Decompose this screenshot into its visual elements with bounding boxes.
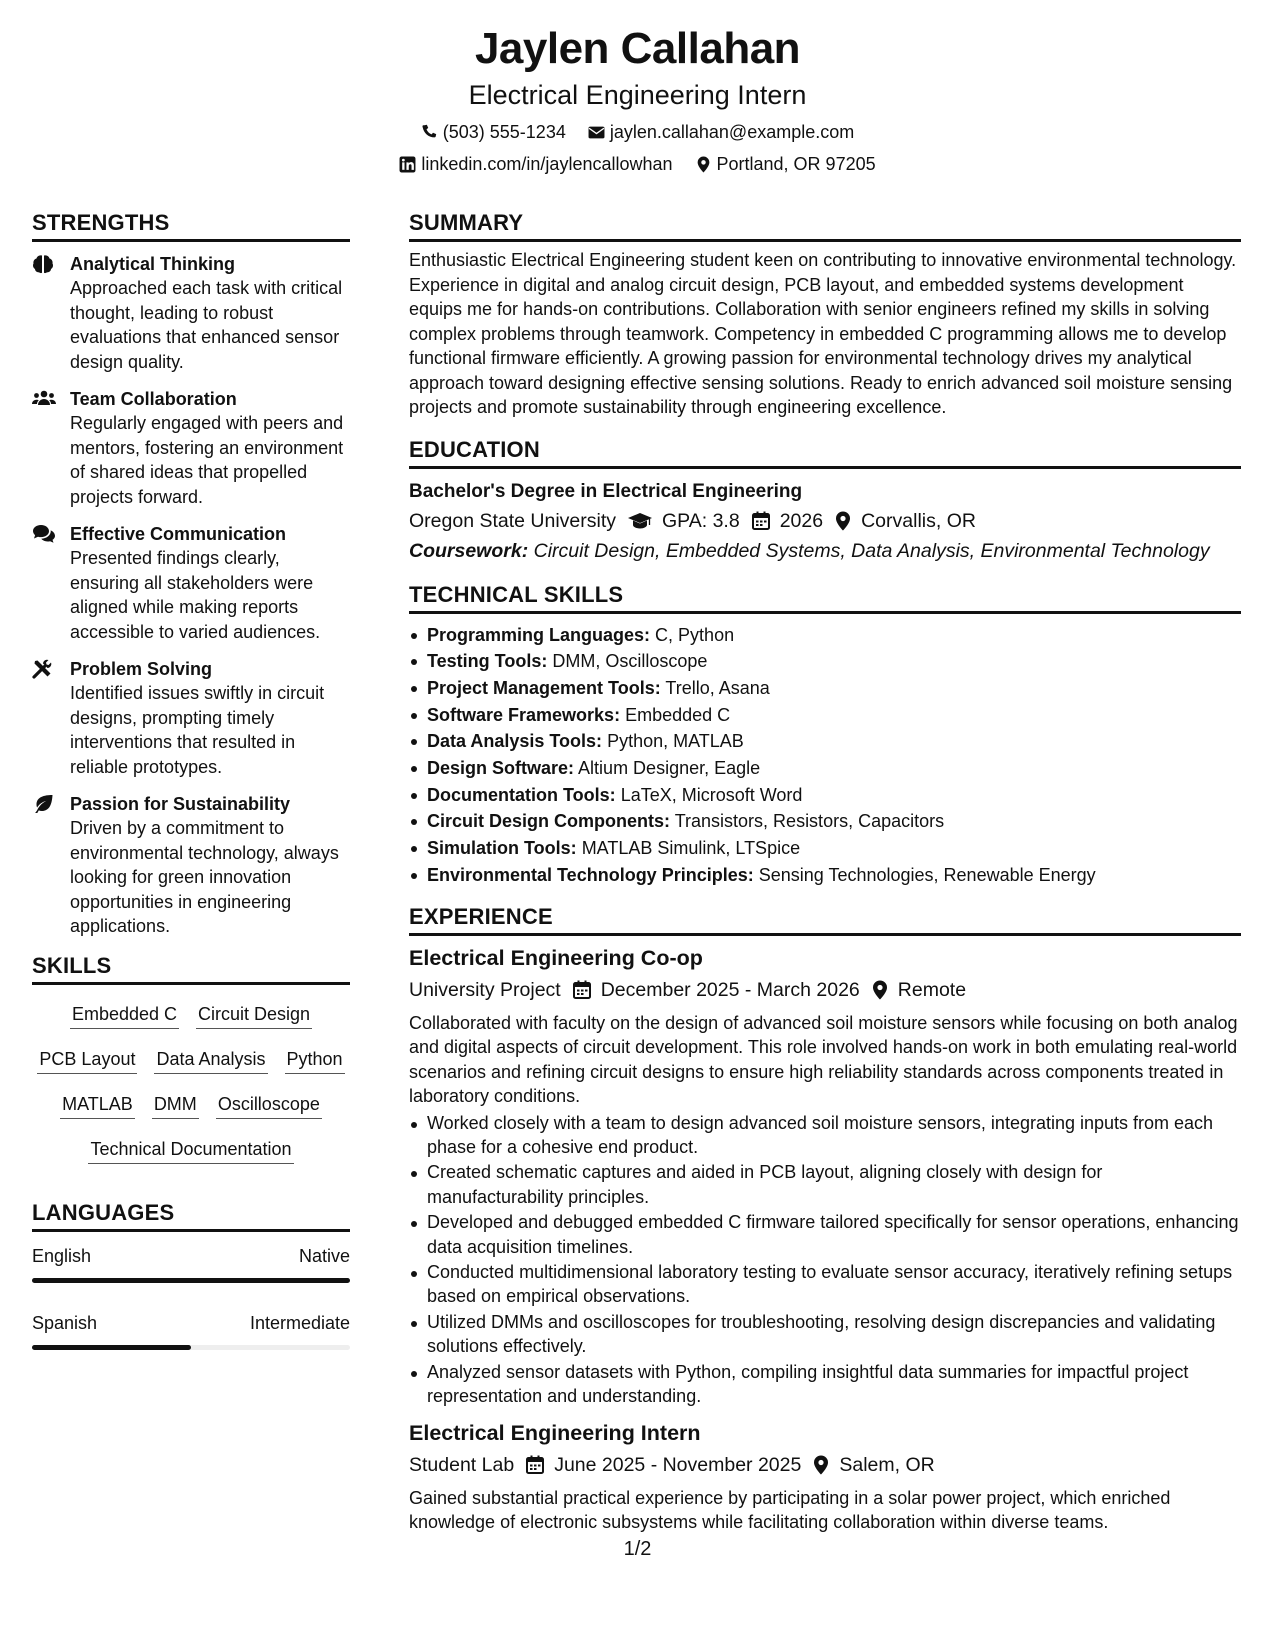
- skill-value: Transistors, Resistors, Capacitors: [674, 811, 945, 832]
- calendar-icon: [526, 1455, 544, 1474]
- strength-title: Analytical Thinking: [70, 254, 236, 274]
- languages-heading: LANGUAGES: [32, 1199, 350, 1232]
- strength-title: Passion for Sustainability: [70, 794, 291, 814]
- skill-value: LaTeX, Microsoft Word: [620, 784, 803, 805]
- page-number: 1/2: [623, 1538, 652, 1560]
- job-location: [813, 1451, 934, 1479]
- strength-item: [32, 792, 350, 939]
- skill-tag: Oscilloscope: [216, 1093, 322, 1119]
- skill-label: Design Software:: [427, 758, 575, 779]
- language-name: Spanish: [32, 1312, 98, 1333]
- location-text: Portland, OR 97205: [716, 154, 876, 174]
- list-item: [409, 755, 1241, 782]
- technical-skills-list: [409, 622, 1241, 889]
- map-marker-icon: [872, 980, 888, 1000]
- skill-row: [37, 1034, 344, 1079]
- contact-row-1: [0, 120, 1275, 144]
- users-icon: [32, 389, 56, 407]
- strength-title: Effective Communication: [70, 524, 287, 544]
- skill-value: Python, MATLAB: [607, 731, 744, 752]
- strength-desc: Regularly engaged with peers and mentors, fostering an environment of shared ideas that propelled projects forward.: [70, 413, 344, 507]
- skill-label: Documentation Tools:: [427, 784, 616, 805]
- language-bar: [32, 1278, 350, 1283]
- job-meta: [409, 1451, 1241, 1479]
- education-school: Oregon State University: [409, 509, 617, 532]
- list-item: [409, 782, 1241, 809]
- skill-value: MATLAB Simulink, LTSpice: [581, 838, 801, 859]
- language-bar-fill: [32, 1345, 191, 1350]
- strength-item: [32, 387, 350, 509]
- skill-label: Circuit Design Components:: [427, 811, 671, 832]
- summary-text: Enthusiastic Electrical Engineering student keen on contributing to innovative environmental technology. Experience in digital and analog circuit design, PCB layout, and embedded systems development equips me for hands-on contributions. Collaboration with senior engineers refined my skills in solving complex problems through teamwork. Competency in embedded C programming allows me to develop functional firmware efficiently. A growing passion for environmental technology drives my analytical approach toward designing effective sensing solutions. Ready to enrich advanced soil moisture sensing projects and promote sustainability through engineering excellence.: [409, 250, 1237, 417]
- skill-row: [88, 1124, 293, 1169]
- strength-item: [32, 522, 350, 644]
- education-coursework: [409, 537, 1241, 565]
- strength-title: Problem Solving: [70, 659, 213, 679]
- contact-email[interactable]: [588, 120, 854, 144]
- skill-row: [70, 989, 312, 1034]
- skill-value: Altium Designer, Eagle: [578, 758, 761, 779]
- skill-tag: Circuit Design: [196, 1003, 312, 1029]
- job-bullets: [409, 1111, 1241, 1409]
- strengths-heading: STRENGTHS: [32, 209, 350, 242]
- email-text[interactable]: jaylen.callahan@example.com: [609, 122, 855, 142]
- brain-icon: [32, 254, 54, 274]
- phone-text: (503) 555-1234: [442, 122, 566, 142]
- skill-tag: Data Analysis: [154, 1048, 267, 1074]
- list-item: [409, 808, 1241, 835]
- skill-value: Sensing Technologies, Renewable Energy: [758, 864, 1096, 885]
- job-dates: [526, 1451, 801, 1479]
- language-item: [32, 1244, 350, 1283]
- language-level: Native: [298, 1245, 350, 1266]
- skill-tag: PCB Layout: [37, 1048, 137, 1074]
- contact-linkedin[interactable]: [399, 152, 672, 176]
- education-meta: [409, 507, 1241, 535]
- strength-item: [32, 252, 350, 374]
- list-item: [409, 728, 1241, 755]
- experience-entry: [409, 944, 1241, 1409]
- skill-tag: Python: [285, 1048, 345, 1074]
- skill-label: Environmental Technology Principles:: [427, 864, 754, 885]
- strength-desc: Driven by a commitment to environmental technology, always looking for green innovation opportunities in engineering applications.: [70, 818, 339, 936]
- skills-heading: SKILLS: [32, 952, 350, 985]
- job-title: Electrical Engineering Intern: [409, 1420, 701, 1445]
- year-text: 2026: [779, 509, 824, 532]
- tools-icon: [32, 659, 52, 679]
- strengths-list: [32, 252, 350, 939]
- contact-row-2: [0, 152, 1275, 176]
- summary-heading: SUMMARY: [409, 209, 1241, 242]
- education-year: [752, 507, 823, 535]
- list-item: [409, 622, 1241, 649]
- technical-skills-heading: TECHNICAL SKILLS: [409, 581, 1241, 614]
- skill-value: Embedded C: [625, 704, 731, 725]
- left-column: [32, 209, 350, 1350]
- leaf-icon: [32, 794, 54, 814]
- job-description: Collaborated with faculty on the design of advanced soil moisture sensors while focusing on both analog and digital aspects of circuit development. This role involved hands-on work in both emulating real-world scenarios and refining circuit designs to ensure high reliability standards across components treated in laboratory conditions.: [409, 1012, 1238, 1107]
- skill-tag: Embedded C: [70, 1003, 179, 1029]
- job-location: [872, 976, 966, 1004]
- skill-tag: DMM: [152, 1093, 199, 1119]
- language-bar: [32, 1345, 350, 1350]
- strength-desc: Approached each task with critical thought, leading to robust evaluations that enhanced sensor design quality.: [70, 278, 343, 372]
- graduation-cap-icon: [628, 512, 652, 530]
- job-location-text: Salem, OR: [839, 1453, 935, 1476]
- skill-label: Project Management Tools:: [427, 677, 661, 698]
- map-marker-icon: [813, 1455, 829, 1475]
- map-marker-icon: [835, 511, 851, 531]
- skill-label: Testing Tools:: [427, 651, 548, 672]
- contact-phone: [421, 120, 566, 144]
- skills-tags: [32, 989, 350, 1169]
- language-bar-fill: [32, 1278, 350, 1283]
- education-heading: EDUCATION: [409, 436, 1241, 469]
- skill-tag: Technical Documentation: [88, 1138, 293, 1164]
- list-item: Utilized DMMs and oscilloscopes for troubleshooting, resolving design discrepancies and validating solutions effectively.: [409, 1310, 1241, 1359]
- skill-value: DMM, Oscilloscope: [552, 651, 708, 672]
- calendar-icon: [573, 980, 591, 999]
- list-item: [409, 862, 1241, 889]
- skill-value: Trello, Asana: [665, 677, 770, 698]
- job-title: Electrical Engineering Co-op: [409, 945, 703, 970]
- resume-header: [0, 22, 1275, 176]
- list-item: Developed and debugged embedded C firmware tailored specifically for sensor operations, enhancing data acquisition timelines.: [409, 1210, 1241, 1259]
- phone-icon: [421, 124, 438, 141]
- job-org: Student Lab: [409, 1453, 515, 1476]
- linkedin-text[interactable]: linkedin.com/in/jaylencallowhan: [421, 154, 673, 174]
- strength-desc: Identified issues swiftly in circuit designs, prompting timely interventions that resulted in reliable prototypes.: [70, 683, 325, 777]
- skill-label: Software Frameworks:: [427, 704, 621, 725]
- job-dates: [573, 976, 860, 1004]
- language-item: [32, 1311, 350, 1350]
- skill-tag: MATLAB: [60, 1093, 135, 1119]
- job-meta: [409, 976, 1241, 1004]
- strength-item: [32, 657, 350, 779]
- list-item: [409, 675, 1241, 702]
- languages-list: [32, 1244, 350, 1350]
- candidate-name: Jaylen Callahan: [474, 24, 801, 73]
- coursework-label: Coursework:: [409, 539, 529, 562]
- skill-label: Programming Languages:: [427, 624, 651, 645]
- list-item: [409, 702, 1241, 729]
- calendar-icon: [752, 511, 770, 530]
- map-marker-icon: [695, 156, 712, 173]
- comments-icon: [32, 524, 56, 544]
- list-item: Created schematic captures and aided in PCB layout, aligning closely with design for manufacturability principles.: [409, 1160, 1241, 1209]
- job-dates-text: June 2025 - November 2025: [554, 1453, 802, 1476]
- skill-value: C, Python: [655, 624, 735, 645]
- language-name: English: [32, 1245, 92, 1266]
- gpa-text: GPA: 3.8: [662, 509, 740, 532]
- coursework-text: Circuit Design, Embedded Systems, Data Analysis, Environmental Technology: [533, 539, 1210, 562]
- education-degree: Bachelor's Degree in Electrical Engineering: [409, 480, 803, 502]
- candidate-headline: Electrical Engineering Intern: [468, 80, 807, 110]
- skill-label: Data Analysis Tools:: [427, 731, 603, 752]
- experience-heading: EXPERIENCE: [409, 903, 1241, 936]
- strength-title: Team Collaboration: [70, 389, 237, 409]
- education-location-text: Corvallis, OR: [861, 509, 976, 532]
- job-location-text: Remote: [897, 978, 967, 1001]
- job-dates-text: December 2025 - March 2026: [600, 978, 860, 1001]
- job-org: University Project: [409, 978, 561, 1001]
- education-location: [835, 507, 976, 535]
- skill-row: [60, 1079, 322, 1124]
- contact-location: [695, 152, 876, 176]
- experience-entry: [409, 1419, 1241, 1535]
- list-item: Worked closely with a team to design advanced soil moisture sensors, integrating inputs from each phase for a cohesive end product.: [409, 1111, 1241, 1160]
- skill-label: Simulation Tools:: [427, 838, 577, 859]
- education-gpa: [628, 507, 740, 535]
- list-item: [409, 648, 1241, 675]
- job-description: Gained substantial practical experience by participating in a solar power project, which enriched knowledge of electronic subsystems while facilitating collaboration within diverse teams.: [409, 1487, 1171, 1533]
- strength-desc: Presented findings clearly, ensuring all stakeholders were aligned while making reports accessible to varied audiences.: [70, 548, 321, 642]
- envelope-icon: [588, 124, 605, 141]
- list-item: [409, 835, 1241, 862]
- right-column: [409, 209, 1241, 1535]
- list-item: Conducted multidimensional laboratory testing to evaluate sensor accuracy, iteratively refining setups based on empirical observations.: [409, 1260, 1241, 1309]
- list-item: Analyzed sensor datasets with Python, compiling insightful data summaries for impactful project representation and understanding.: [409, 1360, 1241, 1409]
- language-level: Intermediate: [249, 1312, 350, 1333]
- linkedin-icon: [399, 156, 416, 173]
